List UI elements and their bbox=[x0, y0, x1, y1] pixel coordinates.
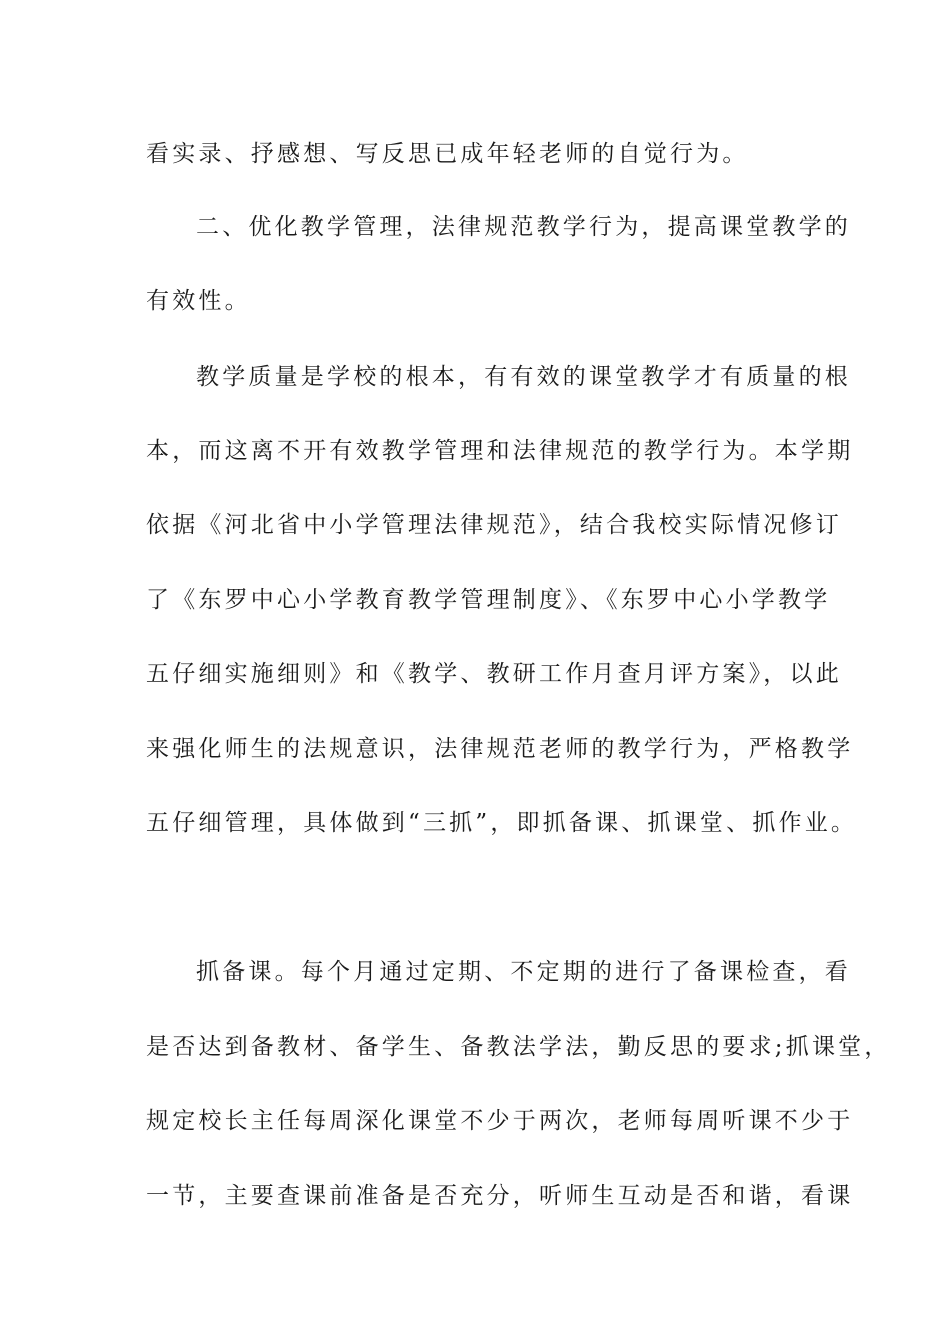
text-line-9: 来强化师生的法规意识，法律规范老师的教学行为，严格教学 bbox=[146, 736, 854, 762]
text-line-8: 五仔细实施细则》和《教学、教研工作月查月评方案》，以此 bbox=[146, 661, 842, 687]
section-heading-line-1: 二、优化教学管理，法律规范教学行为，提高课堂教学的 bbox=[196, 214, 851, 240]
text-line-11: 抓备课。每个月通过定期、不定期的进行了备课检查，看 bbox=[196, 959, 851, 985]
text-line-7: 了《东罗中心小学教育教学管理制度》、《东罗中心小学教学 bbox=[146, 587, 831, 613]
text-line-14: 一节，主要查课前准备是否充分，听师生互动是否和谐，看课 bbox=[146, 1183, 854, 1209]
text-line-10: 五仔细管理，具体做到“三抓”，即抓备课、抓课堂、抓作业。 bbox=[146, 810, 858, 836]
section-heading-line-2: 有效性。 bbox=[146, 288, 251, 314]
text-line-6: 依据《河北省中小学管理法律规范》，结合我校实际情况修订 bbox=[146, 512, 842, 538]
text-line-13: 规定校长主任每周深化课堂不少于两次，老师每周听课不少于 bbox=[146, 1108, 854, 1134]
text-line-5: 本，而这离不开有效教学管理和法律规范的教学行为。本学期 bbox=[146, 438, 854, 464]
text-line-12: 是否达到备教材、备学生、备教法学法，勤反思的要求;抓课堂， bbox=[146, 1034, 891, 1060]
text-line-4: 教学质量是学校的根本，有有效的课堂教学才有质量的根 bbox=[196, 364, 851, 390]
text-line-1: 看实录、抒感想、写反思已成年轻老师的自觉行为。 bbox=[146, 141, 749, 167]
